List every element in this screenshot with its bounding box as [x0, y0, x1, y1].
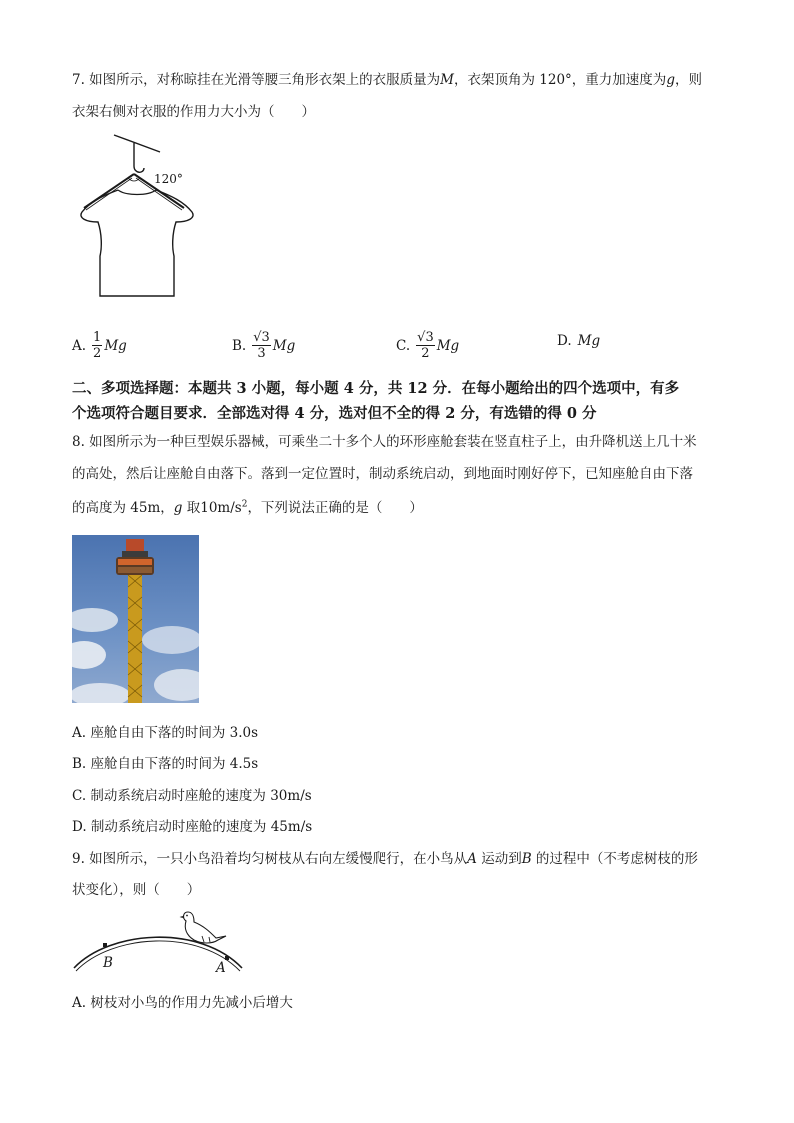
acceleration-value: 10m/s: [200, 500, 242, 516]
q8-option-c[interactable]: C. 制动系统启动时座舱的速度为 30m/s: [72, 788, 312, 804]
q8-line-3: [72, 496, 423, 516]
fraction: [92, 330, 102, 361]
option-expression: Mg: [577, 333, 601, 349]
q8-option-a[interactable]: A. 座舱自由下落的时间为 3.0s: [72, 725, 259, 741]
q8-line-1: 8. 如图所示为一种巨型娱乐器械，可乘坐二十多个人的环形座舱套装在竖直柱子上，由升降机送上几十米: [72, 434, 697, 450]
denominator: 2: [421, 346, 430, 361]
q9-option-a[interactable]: A. 树枝对小鸟的作用力先减小后增大: [72, 995, 293, 1011]
option-expression: Mg: [436, 337, 460, 354]
q9-text: 运动到: [476, 851, 522, 867]
sqrt-numerator: [416, 330, 435, 346]
exponent: 2: [241, 499, 248, 510]
numerator: 1: [93, 330, 102, 345]
option-label: D.: [557, 333, 572, 349]
q7-option-d[interactable]: [557, 333, 600, 349]
denominator: 3: [257, 346, 266, 361]
option-expression: Mg: [104, 337, 127, 354]
q9-text: 的过程中（不考虑树枝的形: [531, 851, 698, 867]
section-heading-line-1: 二、多项选择题：本题共 3 小题，每小题 4 分，共 12 分．在每小题给出的四个选项中，有多: [72, 380, 680, 397]
var-g: g: [173, 500, 183, 516]
q9-line-1: [72, 847, 698, 867]
q8-text: 的高度为 45m，: [72, 500, 174, 516]
option-expression: Mg: [272, 337, 296, 354]
sqrt-icon: √: [253, 330, 262, 345]
var-B: B: [521, 851, 532, 867]
var-M: M: [440, 72, 454, 88]
q7-line-1: [72, 68, 702, 88]
q7-text: 7. 如图所示，对称晾挂在光滑等腰三角形衣架上的衣服质量为: [72, 72, 441, 88]
q7-text: ，则: [674, 72, 702, 88]
q8-text: 取: [182, 500, 201, 516]
q8-option-d[interactable]: D. 制动系统启动时座舱的速度为 45m/s: [72, 819, 313, 835]
q8-text: ，下列说法正确的是（ ）: [247, 500, 423, 516]
q8-option-b[interactable]: B. 座舱自由下落的时间为 4.5s: [72, 756, 259, 772]
hanger-shirt-figure: [72, 130, 202, 305]
q7-option-a[interactable]: [72, 330, 127, 361]
q9-line-2: 状变化），则（ ）: [72, 882, 201, 898]
radicand: 3: [425, 330, 434, 345]
q7-option-c[interactable]: [396, 330, 459, 361]
section-heading-line-2: 个选项符合题目要求．全部选对得 4 分，选对但不全的得 2 分，有选错的得 0 分: [72, 405, 597, 422]
q7-text: ，衣架顶角为 120°，重力加速度为: [454, 72, 667, 88]
option-label: C.: [396, 337, 411, 354]
radicand: 3: [261, 330, 270, 345]
q8-line-2: 的高处，然后让座舱自由落下。落到一定位置时，制动系统启动，到地面时刚好停下，已知座舱自由下落: [72, 466, 693, 482]
option-label: A.: [72, 337, 87, 354]
denominator: 2: [93, 346, 102, 361]
q7-option-b[interactable]: [232, 330, 295, 361]
point-a-label: A: [216, 960, 226, 976]
q9-text: 9. 如图所示，一只小鸟沿着均匀树枝从右向左缓慢爬行，在小鸟从: [72, 851, 468, 867]
drop-tower-photo: [72, 535, 199, 703]
fraction: [252, 330, 271, 361]
point-b-label: B: [103, 955, 113, 971]
sqrt-icon: √: [417, 330, 426, 345]
angle-label: 120°: [154, 172, 183, 186]
sqrt-numerator: [252, 330, 271, 346]
fraction: [416, 330, 435, 361]
drop-tower-image: [72, 535, 199, 703]
var-g: g: [666, 72, 675, 88]
option-label: B.: [232, 337, 247, 354]
q7-line-2: 衣架右侧对衣服的作用力大小为（ ）: [72, 104, 315, 120]
var-A: A: [467, 851, 477, 867]
